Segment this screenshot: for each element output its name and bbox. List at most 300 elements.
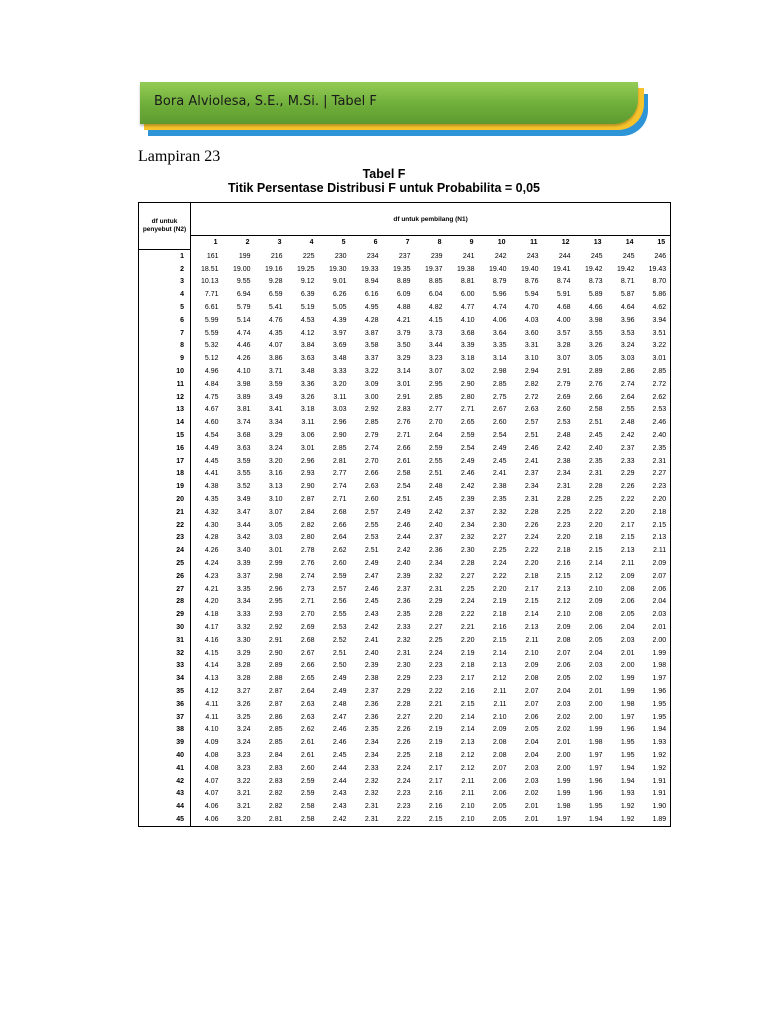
column-header-row	[139, 236, 671, 250]
table-cell: 6.00	[460, 291, 475, 299]
table-cell: 3.33	[332, 368, 347, 376]
table-cell: 2.28	[524, 508, 539, 516]
table-cell: 2.05	[479, 813, 511, 826]
table-cell: 3.44	[236, 521, 251, 529]
table-cell: 2.96	[332, 419, 347, 427]
table-cell: 1.99	[556, 777, 571, 785]
column-header: 14	[607, 236, 639, 250]
table-cell: 3.21	[236, 803, 251, 811]
table-cell: 2.17	[428, 764, 443, 772]
table-cell: 3.41	[268, 406, 283, 414]
table-cell: 4.76	[268, 316, 283, 324]
table-cell: 5.86	[639, 288, 671, 301]
table-cell: 2.89	[588, 368, 603, 376]
table-cell: 2.41	[364, 636, 379, 644]
table-cell: 2.60	[300, 764, 315, 772]
row-df-label: 2	[139, 263, 191, 276]
table-cell: 2.32	[364, 777, 379, 785]
table-cell: 3.20	[268, 457, 283, 465]
table-cell: 3.47	[236, 508, 251, 516]
table-cell: 5.05	[332, 304, 347, 312]
table-cell: 3.18	[300, 406, 315, 414]
table-cell: 3.28	[556, 342, 571, 350]
table-cell: 2.20	[620, 508, 635, 516]
table-cell: 2.50	[332, 662, 347, 670]
table-cell: 4.11	[205, 700, 219, 708]
table-cell: 2.37	[620, 444, 635, 452]
table-cell: 2.81	[255, 813, 287, 826]
table-cell: 3.14	[396, 368, 411, 376]
table-cell: 2.28	[460, 560, 475, 568]
table-cell: 2.85	[364, 419, 379, 427]
table-cell: 2.32	[428, 572, 443, 580]
table-cell: 3.86	[268, 355, 283, 363]
table-cell: 2.53	[556, 419, 571, 427]
table-row	[139, 557, 671, 570]
table-row	[139, 276, 671, 289]
table-cell: 2.92	[268, 624, 283, 631]
table-cell: 2.20	[492, 585, 507, 593]
table-cell: 3.00	[364, 393, 379, 401]
table-cell: 3.03	[332, 406, 347, 414]
row-df-label: 15	[139, 429, 191, 442]
table-cell: 2.49	[332, 687, 347, 695]
table-row	[139, 455, 671, 468]
table-cell: 2.46	[639, 416, 671, 429]
table-cell: 2.62	[300, 726, 315, 734]
column-header: 13	[575, 236, 607, 250]
row-df-label: 4	[139, 288, 191, 301]
table-cell: 2.00	[620, 662, 635, 670]
table-cell: 2.74	[332, 483, 347, 491]
table-cell: 3.01	[639, 352, 671, 365]
table-cell: 2.06	[556, 662, 571, 670]
table-cell: 3.55	[588, 329, 603, 337]
table-cell: 2.82	[268, 790, 283, 798]
table-cell: 2.70	[364, 457, 379, 465]
table-cell: 9.12	[300, 278, 315, 286]
table-cell: 2.91	[556, 368, 571, 376]
table-cell: 5.12	[204, 355, 219, 363]
table-cell: 2.42	[428, 508, 443, 516]
df-numerator-header: df untuk pembilang (N1)	[191, 203, 671, 236]
table-cell: 3.59	[268, 380, 283, 388]
table-cell: 2.54	[492, 432, 507, 440]
row-df-label: 43	[139, 787, 191, 800]
table-cell: 5.99	[204, 316, 219, 324]
table-cell: 1.97	[543, 813, 575, 826]
table-cell: 2.24	[460, 598, 475, 606]
table-cell: 2.03	[556, 700, 571, 708]
table-cell: 2.60	[332, 560, 347, 568]
table-cell: 3.96	[620, 316, 635, 324]
table-cell: 4.28	[364, 316, 379, 324]
table-cell: 2.85	[268, 726, 283, 734]
table-cell: 2.07	[524, 700, 539, 708]
table-cell: 2.84	[268, 751, 283, 759]
table-cell: 4.68	[556, 304, 571, 312]
table-cell: 2.23	[639, 480, 671, 493]
column-header: 2	[223, 236, 255, 250]
table-cell: 2.55	[620, 406, 635, 414]
column-header: 3	[255, 236, 287, 250]
table-cell: 2.95	[428, 380, 443, 388]
table-cell: 2.02	[524, 790, 539, 798]
table-cell: 2.36	[364, 700, 379, 708]
row-df-label: 39	[139, 736, 191, 749]
table-cell: 245	[590, 252, 603, 260]
table-row	[139, 685, 671, 698]
table-cell: 4.67	[204, 406, 219, 414]
table-cell: 2.24	[396, 764, 411, 772]
table-cell: 2.15	[492, 636, 507, 644]
table-cell: 3.31	[524, 342, 539, 350]
table-cell: 3.24	[620, 342, 635, 350]
table-cell: 19.43	[639, 263, 671, 276]
table-cell: 3.22	[364, 368, 379, 376]
table-cell: 3.10	[524, 355, 539, 363]
table-cell: 2.23	[428, 662, 443, 670]
table-cell: 2.10	[460, 803, 475, 811]
table-cell: 2.09	[588, 598, 603, 606]
table-cell: 2.05	[524, 726, 539, 734]
table-cell: 2.47	[364, 572, 379, 580]
table-cell: 2.25	[428, 636, 443, 644]
table-cell: 2.34	[364, 739, 379, 747]
table-cell: 2.18	[460, 662, 475, 670]
column-header: 6	[351, 236, 383, 250]
table-cell: 19.33	[360, 265, 379, 273]
table-cell: 4.66	[588, 304, 603, 312]
table-cell: 4.11	[205, 713, 219, 721]
table-cell: 2.05	[588, 636, 603, 644]
table-cell: 3.40	[236, 547, 251, 555]
table-cell: 2.05	[492, 803, 507, 811]
row-df-label: 34	[139, 672, 191, 685]
table-cell: 2.30	[396, 662, 411, 670]
table-title: Tabel F	[362, 167, 406, 181]
table-cell: 2.04	[524, 751, 539, 759]
table-cell: 2.52	[332, 636, 347, 644]
table-row	[139, 519, 671, 532]
table-cell: 3.30	[236, 636, 251, 644]
table-cell: 2.38	[556, 457, 571, 465]
f-distribution-table	[138, 202, 671, 827]
table-cell: 2.98	[492, 368, 507, 376]
table-cell: 3.50	[396, 342, 411, 350]
table-cell: 1.94	[620, 764, 635, 772]
table-cell: 3.68	[236, 432, 251, 440]
table-cell: 246	[639, 250, 671, 263]
table-cell: 2.45	[364, 598, 379, 606]
table-cell: 4.10	[460, 316, 475, 324]
table-cell: 3.11	[301, 419, 315, 427]
table-cell: 3.60	[524, 329, 539, 337]
row-df-label: 17	[139, 455, 191, 468]
table-cell: 1.92	[639, 749, 671, 762]
table-cell: 2.93	[268, 611, 283, 619]
table-cell: 3.20	[223, 813, 255, 826]
table-cell: 2.02	[556, 726, 571, 734]
table-cell: 2.18	[428, 751, 443, 759]
table-cell: 19.40	[520, 265, 539, 273]
f-distribution-table-container	[138, 202, 670, 827]
column-header: 1	[191, 236, 223, 250]
appendix-label: Lampiran 23	[138, 148, 221, 165]
table-cell: 5.59	[204, 329, 219, 337]
table-cell: 2.13	[639, 532, 671, 545]
table-cell: 2.51	[364, 547, 379, 555]
table-cell: 1.94	[575, 813, 607, 826]
table-cell: 2.03	[588, 662, 603, 670]
table-row	[139, 327, 671, 340]
table-cell: 2.85	[268, 739, 283, 747]
table-cell: 2.55	[332, 611, 347, 619]
table-cell: 4.13	[204, 675, 219, 683]
table-cell: 2.22	[383, 813, 415, 826]
table-cell: 1.92	[639, 762, 671, 775]
table-row	[139, 416, 671, 429]
row-df-label: 35	[139, 685, 191, 698]
table-cell: 3.28	[236, 662, 251, 670]
table-cell: 2.23	[556, 521, 571, 529]
column-header: 7	[383, 236, 415, 250]
table-cell: 2.07	[556, 649, 571, 657]
table-cell: 8.73	[588, 278, 603, 286]
table-cell: 2.04	[524, 739, 539, 747]
table-cell: 2.31	[351, 813, 383, 826]
row-df-label: 3	[139, 276, 191, 289]
table-cell: 2.63	[300, 700, 315, 708]
table-cell: 1.99	[639, 647, 671, 660]
table-cell: 2.01	[511, 813, 543, 826]
table-cell: 4.49	[204, 444, 219, 452]
table-cell: 3.03	[620, 355, 635, 363]
table-cell: 2.27	[639, 468, 671, 481]
table-cell: 3.87	[364, 329, 379, 337]
table-cell: 2.63	[300, 713, 315, 721]
table-cell: 2.08	[492, 739, 507, 747]
table-cell: 2.48	[556, 432, 571, 440]
table-cell: 2.45	[332, 751, 347, 759]
table-cell: 8.89	[396, 278, 411, 286]
table-cell: 2.22	[428, 687, 443, 695]
table-cell: 8.74	[556, 278, 571, 286]
table-cell: 2.17	[620, 521, 635, 529]
table-cell: 3.49	[268, 393, 283, 401]
column-header: 11	[511, 236, 543, 250]
row-df-label: 26	[139, 570, 191, 583]
table-cell: 2.34	[556, 470, 571, 478]
table-cell: 2.01	[639, 621, 671, 634]
table-cell: 2.83	[268, 764, 283, 772]
table-cell: 1.92	[620, 803, 635, 811]
table-cell: 4.18	[204, 611, 219, 619]
table-cell: 2.29	[620, 470, 635, 478]
table-cell: 4.21	[204, 585, 219, 593]
table-cell: 2.11	[621, 560, 635, 568]
table-cell: 8.85	[428, 278, 443, 286]
table-row	[139, 532, 671, 545]
table-cell: 2.64	[332, 534, 347, 542]
table-cell: 2.42	[364, 624, 379, 631]
row-df-label: 25	[139, 557, 191, 570]
table-cell: 2.89	[268, 662, 283, 670]
table-cell: 2.11	[525, 636, 539, 644]
table-cell: 2.25	[492, 547, 507, 555]
table-cell: 2.61	[396, 457, 411, 465]
table-cell: 3.53	[620, 329, 635, 337]
table-cell: 2.03	[639, 608, 671, 621]
table-cell: 3.44	[428, 342, 443, 350]
table-cell: 19.41	[552, 265, 571, 273]
table-cell: 2.36	[396, 598, 411, 606]
table-cell: 4.39	[332, 316, 347, 324]
table-cell: 5.96	[492, 291, 507, 299]
table-cell: 2.16	[428, 790, 443, 798]
row-df-label: 45	[139, 813, 191, 826]
table-cell: 2.06	[492, 777, 507, 785]
table-cell: 2.67	[492, 406, 507, 414]
table-cell: 2.35	[588, 457, 603, 465]
table-cell: 4.70	[524, 304, 539, 312]
table-cell: 2.51	[332, 649, 347, 657]
table-cell: 2.90	[332, 432, 347, 440]
table-cell: 3.01	[396, 380, 411, 388]
table-cell: 2.12	[492, 675, 507, 683]
table-cell: 3.29	[268, 432, 283, 440]
table-cell: 2.43	[332, 790, 347, 798]
table-cell: 2.25	[396, 751, 411, 759]
table-cell: 2.34	[460, 521, 475, 529]
table-cell: 3.07	[556, 355, 571, 363]
table-cell: 2.59	[428, 444, 443, 452]
table-cell: 2.04	[620, 624, 635, 631]
row-df-label: 44	[139, 800, 191, 813]
table-cell: 3.26	[300, 393, 315, 401]
table-cell: 4.77	[460, 304, 475, 312]
table-cell: 2.37	[396, 585, 411, 593]
table-cell: 6.04	[428, 291, 443, 299]
table-cell: 4.95	[364, 304, 379, 312]
table-cell: 2.04	[639, 596, 671, 609]
table-cell: 1.98	[639, 660, 671, 673]
table-cell: 8.70	[639, 276, 671, 289]
table-cell: 2.39	[396, 572, 411, 580]
table-cell: 3.03	[268, 534, 283, 542]
table-cell: 2.71	[396, 432, 411, 440]
table-cell: 2.03	[524, 777, 539, 785]
table-cell: 3.71	[268, 368, 283, 376]
table-cell: 19.25	[296, 265, 315, 273]
table-cell: 5.87	[620, 291, 635, 299]
row-df-label: 28	[139, 596, 191, 609]
table-cell: 2.18	[588, 534, 603, 542]
table-cell: 3.23	[236, 764, 251, 772]
table-cell: 2.01	[524, 803, 539, 811]
table-cell: 3.84	[300, 342, 315, 350]
table-row	[139, 813, 671, 826]
table-cell: 4.07	[204, 777, 219, 785]
table-row	[139, 250, 671, 263]
table-cell: 3.27	[236, 687, 251, 695]
table-cell: 1.99	[588, 726, 603, 734]
table-cell: 2.18	[556, 547, 571, 555]
table-cell: 2.46	[524, 444, 539, 452]
table-cell: 2.81	[332, 457, 347, 465]
table-cell: 2.32	[396, 636, 411, 644]
table-cell: 2.15	[639, 519, 671, 532]
table-cell: 2.60	[364, 496, 379, 504]
table-cell: 8.71	[620, 278, 635, 286]
table-cell: 2.05	[556, 675, 571, 683]
table-cell: 2.68	[300, 636, 315, 644]
table-row	[139, 352, 671, 365]
table-cell: 2.26	[620, 483, 635, 491]
table-cell: 3.35	[492, 342, 507, 350]
table-cell: 6.16	[364, 291, 379, 299]
table-cell: 2.11	[493, 687, 507, 695]
table-cell: 4.16	[204, 636, 219, 644]
table-cell: 8.81	[460, 278, 475, 286]
column-header: 10	[479, 236, 511, 250]
table-cell: 3.29	[236, 649, 251, 657]
table-cell: 3.89	[236, 393, 251, 401]
table-cell: 1.90	[639, 800, 671, 813]
table-cell: 2.35	[639, 442, 671, 455]
table-cell: 2.15	[460, 700, 475, 708]
table-cell: 2.26	[396, 726, 411, 734]
table-row	[139, 583, 671, 596]
table-cell: 3.02	[460, 368, 475, 376]
row-df-label: 21	[139, 506, 191, 519]
table-cell: 2.30	[492, 521, 507, 529]
table-row	[139, 787, 671, 800]
table-cell: 3.28	[236, 675, 251, 683]
table-cell: 1.89	[639, 813, 671, 826]
table-cell: 2.77	[428, 406, 443, 414]
table-cell: 6.39	[300, 291, 315, 299]
table-cell: 2.01	[588, 687, 603, 695]
row-df-label: 10	[139, 365, 191, 378]
table-cell: 1.96	[588, 790, 603, 798]
table-cell: 2.72	[639, 378, 671, 391]
table-row	[139, 621, 671, 634]
table-cell: 3.79	[396, 329, 411, 337]
table-cell: 216	[270, 252, 283, 260]
table-cell: 1.91	[639, 775, 671, 788]
table-cell: 2.98	[268, 572, 283, 580]
row-df-label: 33	[139, 660, 191, 673]
table-cell: 2.27	[492, 534, 507, 542]
table-cell: 244	[558, 252, 571, 260]
table-cell: 2.08	[556, 636, 571, 644]
table-cell: 1.97	[620, 713, 635, 721]
table-cell: 2.92	[364, 406, 379, 414]
table-cell: 2.60	[492, 419, 507, 427]
table-cell: 2.07	[492, 764, 507, 772]
table-cell: 3.18	[460, 355, 475, 363]
table-cell: 1.98	[588, 739, 603, 747]
row-df-label: 38	[139, 723, 191, 736]
table-cell: 234	[366, 252, 379, 260]
table-cell: 2.40	[639, 429, 671, 442]
table-cell: 3.36	[300, 380, 315, 388]
table-cell: 2.71	[460, 406, 475, 414]
table-cell: 5.89	[588, 291, 603, 299]
table-cell: 2.65	[300, 675, 315, 683]
table-cell: 4.06	[492, 316, 507, 324]
